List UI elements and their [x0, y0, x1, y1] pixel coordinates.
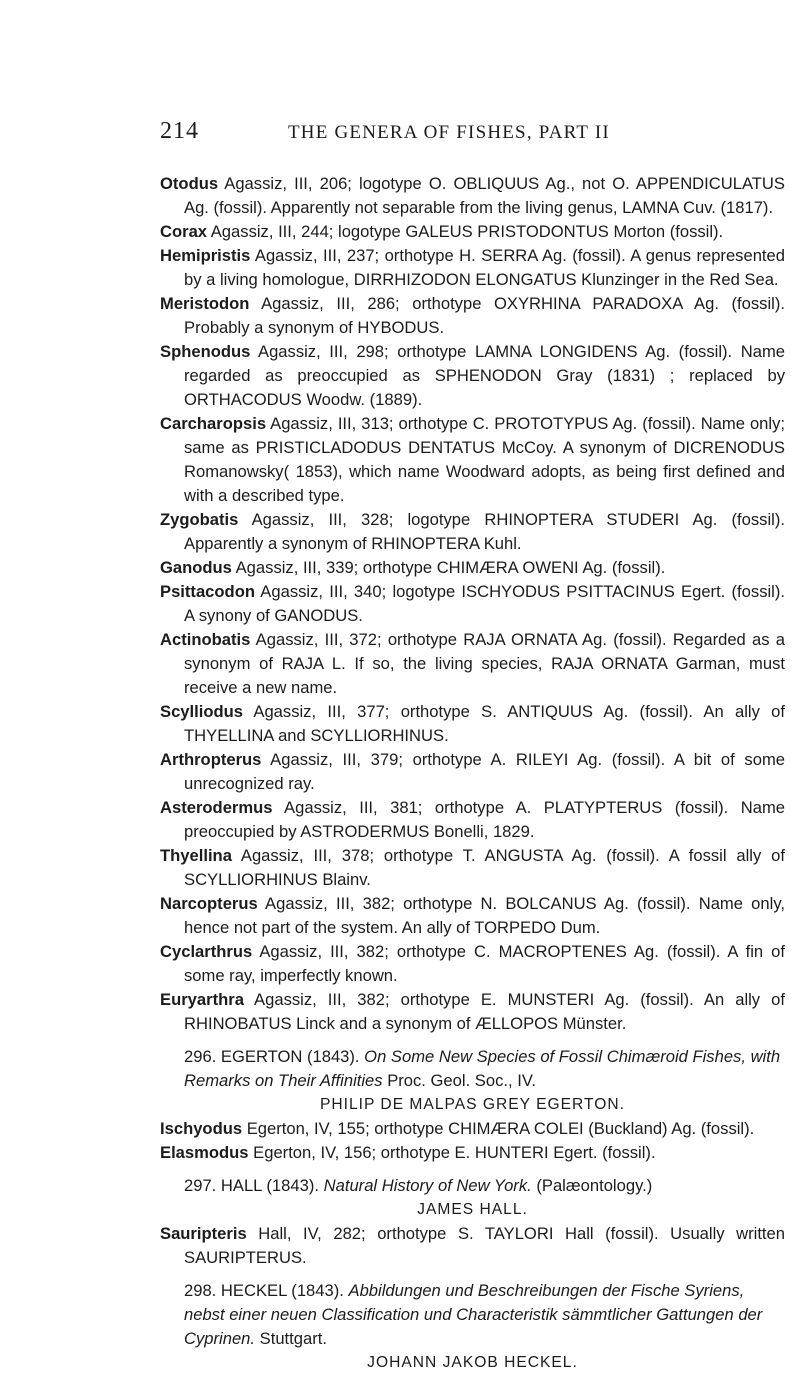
genus-name: Sphenodus [160, 342, 251, 361]
reference-source: (Palæontology.) [531, 1176, 653, 1195]
reference-298 [160, 1279, 785, 1351]
reference-author: PHILIP DE MALPAS GREY EGERTON. [319, 1096, 625, 1113]
genus-entry [160, 292, 785, 340]
genus-name: Arthropterus [160, 750, 262, 769]
genus-entry [160, 220, 785, 244]
genus-entry [160, 844, 785, 892]
genus-name: Narcopterus [160, 894, 258, 913]
genus-description: Agassiz, III, 378; orthotype T. ANGUSTA Ag. (fossil). A fossil ally of SCYLLIORHINUS Blainv. [184, 846, 785, 889]
genus-entry [160, 892, 785, 940]
reference-296 [160, 1045, 785, 1093]
reference-author: JAMES HALL. [417, 1201, 528, 1218]
genus-description: Agassiz, III, 382; orthotype E. MUNSTERI Ag. (fossil). An ally of RHINOBATUS Linck and a synonym of ÆLLOPOS Münster. [184, 990, 785, 1033]
genus-entry [160, 700, 785, 748]
genus-description: Agassiz, III, 206; logotype O. OBLIQUUS Ag., not O. APPENDICULATUS Ag. (fossil). Apparently not separable from the living genus, LAMNA Cuv. (1817). [184, 174, 785, 217]
genus-name: Carcharopsis [160, 414, 267, 433]
genus-entry [160, 1222, 785, 1270]
genus-entry [160, 988, 785, 1036]
reference-number-author: 296. EGERTON (1843). [184, 1047, 360, 1066]
genus-entry [160, 628, 785, 700]
genus-name: Corax [160, 222, 208, 241]
genus-entry [160, 508, 785, 556]
reference-number-author: 298. HECKEL (1843). [184, 1281, 344, 1300]
reference-297 [160, 1174, 785, 1198]
genus-name: Ischyodus [160, 1119, 243, 1138]
genus-name: Actinobatis [160, 630, 251, 649]
genus-description: Agassiz, III, 237; orthotype H. SERRA Ag. (fossil). A genus represented by a living homologue, DIRRHIZODON ELONGATUS Klunzinger in the Red Sea. [184, 246, 785, 289]
genus-description: Agassiz, III, 377; orthotype S. ANTIQUUS Ag. (fossil). An ally of THYELLINA and SCYLLIORHINUS. [184, 702, 785, 745]
genus-name: Otodus [160, 174, 219, 193]
genus-description: Agassiz, III, 339; orthotype CHIMÆRA OWENI Ag. (fossil). [231, 558, 666, 577]
genus-name: Ganodus [160, 558, 232, 577]
genus-name: Euryarthra [160, 990, 244, 1009]
genus-description: Agassiz, III, 382; orthotype C. MACROPTENES Ag. (fossil). A fin of some ray, imperfectly known. [184, 942, 785, 985]
genus-description: Agassiz, III, 372; orthotype RAJA ORNATA Ag. (fossil). Regarded as a synonym of RAJA L. If so, the living species, RAJA ORNATA Garman, must receive a new name. [184, 630, 785, 697]
genus-entry [160, 1141, 785, 1165]
genus-description: Agassiz, III, 313; orthotype C. PROTOTYPUS Ag. (fossil). Name only; same as PRISTICLADODUS DENTATUS McCoy. A synonym of DICRENODUS Romanowsky( 1853), which name Woodward adopts, as being first defined and with a described type. [184, 414, 785, 505]
genus-description: Agassiz, III, 286; orthotype OXYRHINA PARADOXA Ag. (fossil). Probably a synonym of HYBODUS. [184, 294, 785, 337]
genus-name: Hemipristis [160, 246, 251, 265]
reference-source: Stuttgart. [255, 1329, 327, 1348]
reference-source: Proc. Geol. Soc., IV. [382, 1071, 536, 1090]
genus-entry [160, 748, 785, 796]
genus-entry [160, 796, 785, 844]
genus-description: Agassiz, III, 298; orthotype LAMNA LONGIDENS Ag. (fossil). Name regarded as preoccupied as SPHENODON Gray (1831) ; replaced by ORTHACODUS Woodw. (1889). [184, 342, 785, 409]
genus-description: Agassiz, III, 381; orthotype A. PLATYPTERUS (fossil). Name preoccupied by ASTRODERMUS Bonelli, 1829. [184, 798, 785, 841]
genus-entries-agassiz [160, 172, 785, 1036]
genus-description: Agassiz, III, 382; orthotype N. BOLCANUS Ag. (fossil). Name only, hence not part of the system. An ally of TORPEDO Dum. [184, 894, 785, 937]
reference-title: Abbildungen und Beschreibungen der Fische Syriens, nebst einer neuen Classification und Characteristik sämmtlicher Gattungen der Cyprinen. [184, 1281, 763, 1348]
genus-entry [160, 940, 785, 988]
body-text [160, 172, 785, 1375]
running-title: THE GENERA OF FISHES, PART II [288, 122, 610, 143]
reference-title: On Some New Species of Fossil Chimæroid Fishes, with Remarks on Their Affinities [184, 1047, 781, 1090]
genus-entry [160, 172, 785, 220]
genus-name: Meristodon [160, 294, 250, 313]
genus-description: Egerton, IV, 155; orthotype CHIMÆRA COLEI (Buckland) Ag. (fossil). [242, 1119, 755, 1138]
genus-description: Agassiz, III, 340; logotype ISCHYODUS PSITTACINUS Egert. (fossil). A synony of GANODUS. [184, 582, 785, 625]
genus-name: Scylliodus [160, 702, 243, 721]
reference-title: Natural History of New York. [323, 1176, 532, 1195]
genus-description: Agassiz, III, 244; logotype GALEUS PRISTODONTUS Morton (fossil). [207, 222, 724, 241]
genus-entry [160, 580, 785, 628]
genus-description: Agassiz, III, 379; orthotype A. RILEYI Ag. (fossil). A bit of some unrecognized ray. [184, 750, 785, 793]
genus-entry [160, 556, 785, 580]
genus-name: Asterodermus [160, 798, 273, 817]
genus-name: Elasmodus [160, 1143, 249, 1162]
reference-author: JOHANN JAKOB HECKEL. [367, 1354, 578, 1371]
genus-name: Thyellina [160, 846, 232, 865]
genus-description: Hall, IV, 282; orthotype S. TAYLORI Hall (fossil). Usually written SAURIPTERUS. [184, 1224, 785, 1267]
reference-number-author: 297. HALL (1843). [184, 1176, 319, 1195]
genus-entry [160, 244, 785, 292]
genus-entry [160, 340, 785, 412]
genus-entry [160, 412, 785, 508]
genus-name: Psittacodon [160, 582, 255, 601]
genus-entry [160, 1117, 785, 1141]
genus-name: Sauripteris [160, 1224, 247, 1243]
genus-name: Zygobatis [160, 510, 239, 529]
page-header [160, 118, 800, 148]
genus-description: Egerton, IV, 156; orthotype E. HUNTERI Egert. (fossil). [248, 1143, 656, 1162]
page-number: 214 [160, 118, 199, 144]
genus-description: Agassiz, III, 328; logotype RHINOPTERA STUDERI Ag. (fossil). Apparently a synonym of RHINOPTERA Kuhl. [184, 510, 785, 553]
genus-name: Cyclarthrus [160, 942, 253, 961]
